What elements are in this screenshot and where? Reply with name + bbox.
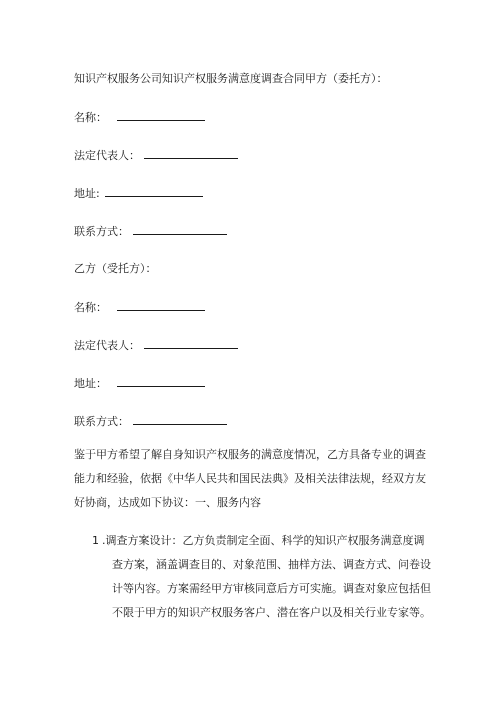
party-a-rep-label: 法定代表人：: [74, 149, 140, 162]
party-a-heading: 知识产权服务公司知识产权服务满意度调查合同甲方（委托方）：: [74, 72, 388, 85]
party-a-rep-blank[interactable]: [144, 147, 238, 159]
list-item-1: [92, 529, 444, 625]
preamble-line: 能力和经验，依据《中华人民共和国民法典》及相关法律法规，经双方友: [74, 472, 426, 485]
party-b-rep-blank[interactable]: [144, 337, 238, 349]
party-a-rep-field: [74, 147, 238, 164]
party-a-name-field: [74, 109, 205, 126]
party-b-contact-blank[interactable]: [133, 413, 227, 425]
party-a-name-blank[interactable]: [117, 109, 205, 121]
party-b-rep-field: [74, 337, 238, 354]
party-b-rep-label: 法定代表人：: [74, 339, 140, 352]
list-item-line: .调查方案设计：乙方负责制定全面、科学的知识产权服务满意度调: [102, 534, 425, 547]
preamble-line: 鉴于甲方希望了解自身知识产权服务的满意度情况，乙方具备专业的调查: [74, 448, 426, 461]
party-b-contact-label: 联系方式：: [74, 415, 129, 428]
party-b-contact-field: [74, 413, 227, 430]
party-b-address-label: 地址：: [74, 377, 107, 390]
list-item-number: 1: [92, 534, 99, 547]
party-a-contact-blank[interactable]: [133, 223, 227, 235]
party-a-contact-field: [74, 223, 227, 240]
list-item-line: 不限于甲方的知识产权服务客户、潜在客户以及相关行业专家等。: [112, 606, 431, 619]
party-a-address-field: [74, 185, 203, 202]
preamble-line: 好协商，达成如下协议：一、服务内容: [74, 496, 261, 509]
party-b-address-blank[interactable]: [117, 375, 205, 387]
party-a-contact-label: 联系方式：: [74, 225, 129, 238]
party-b-heading: 乙方（受托方）：: [74, 262, 157, 275]
list-item-line: 查方案，涵盖调查目的、对象范围、抽样方法、调查方式、问卷设: [112, 558, 431, 571]
preamble-paragraph: [74, 443, 446, 515]
list-item-text: [102, 529, 444, 625]
party-a-address-label: 地址:: [74, 187, 100, 200]
party-a-name-label: 名称：: [74, 111, 107, 124]
party-a-address-blank[interactable]: [105, 185, 203, 197]
party-b-name-label: 名称：: [74, 301, 107, 314]
list-item-line: 计等内容。方案需经甲方审核同意后方可实施。调查对象应包括但: [112, 582, 431, 595]
party-b-name-field: [74, 299, 205, 316]
party-b-name-blank[interactable]: [117, 299, 205, 311]
party-b-address-field: [74, 375, 205, 392]
